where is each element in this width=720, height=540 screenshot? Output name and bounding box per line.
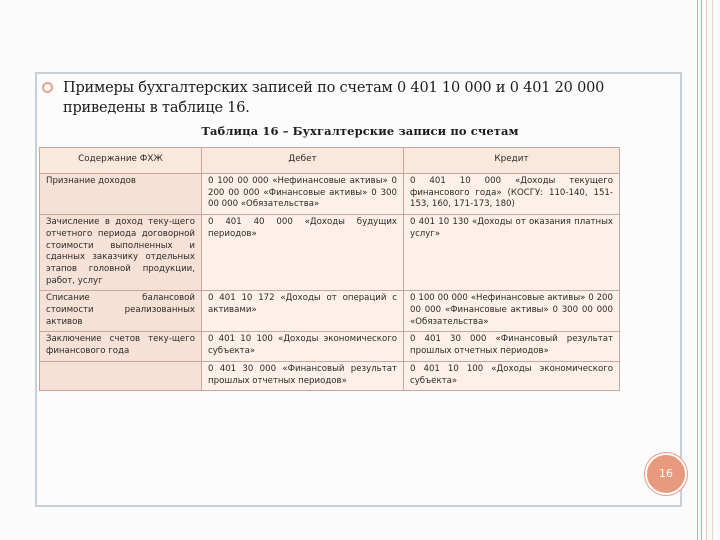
cell-debit: 0 401 30 000 «Финансовый результат прошлых отчетных периодов» (202, 361, 404, 390)
cell-credit: 0 401 10 100 «Доходы экономического субъекта» (404, 361, 620, 390)
accounting-entries-table (39, 147, 620, 391)
cell-content: Признание доходов (40, 174, 202, 215)
table-row (40, 332, 620, 361)
table-row (40, 361, 620, 390)
margin-line (712, 0, 713, 540)
cell-content: Заключение счетов теку-щего финансового года (40, 332, 202, 361)
cell-credit: 0 401 10 000 «Доходы текущего финансового года» (КОСГУ: 110-140, 151-153, 160, 171-173, 180) (404, 174, 620, 215)
header-credit: Кредит (404, 148, 620, 174)
header-debit: Дебет (202, 148, 404, 174)
table-row (40, 215, 620, 291)
cell-content (40, 361, 202, 390)
cell-debit: 0 401 10 100 «Доходы экономического субъекта» (202, 332, 404, 361)
table-row (40, 174, 620, 215)
bullet-icon (42, 82, 53, 93)
bullet-item (42, 78, 662, 118)
margin-line (706, 0, 707, 540)
table-header-row (40, 148, 620, 174)
cell-credit: 0 401 10 130 «Доходы от оказания платных услуг» (404, 215, 620, 291)
page-number-badge: 16 (645, 453, 687, 495)
margin-line (697, 0, 698, 540)
cell-debit: 0 100 00 000 «Нефинансовые активы» 0 200 00 000 «Финансовые активы» 0 300 00 000 «Обязательства» (202, 174, 404, 215)
cell-debit: 0 401 40 000 «Доходы будущих периодов» (202, 215, 404, 291)
table-row (40, 291, 620, 332)
cell-credit: 0 100 00 000 «Нефинансовые активы» 0 200 00 000 «Финансовые активы» 0 300 00 000 «Обязательства» (404, 291, 620, 332)
cell-content: Списание балансовой стоимости реализованных активов (40, 291, 202, 332)
cell-content: Зачисление в доход теку-щего отчетного периода договорной стоимости выполненных и сданных заказчику отдельных этапов головной продукции, работ, услуг (40, 215, 202, 291)
header-content: Содержание ФХЖ (40, 148, 202, 174)
bullet-text: Примеры бухгалтерских записей по счетам 0 401 10 000 и 0 401 20 000 приведены в таблице 16. (63, 80, 605, 116)
margin-line (701, 0, 702, 540)
cell-debit: 0 401 10 172 «Доходы от операций с активами» (202, 291, 404, 332)
cell-credit: 0 401 30 000 «Финансовый результат прошлых отчетных периодов» (404, 332, 620, 361)
table-caption: Таблица 16 – Бухгалтерские записи по счетам (201, 124, 519, 138)
